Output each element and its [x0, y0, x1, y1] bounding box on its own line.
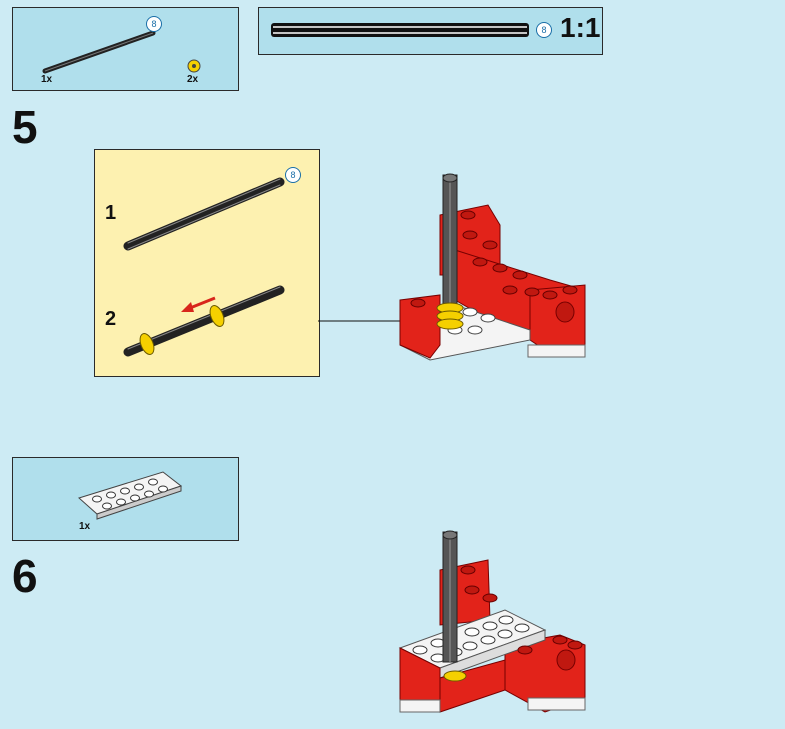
- substep-2-number: 2: [105, 308, 117, 330]
- axle-length-badge: 8: [146, 16, 162, 32]
- plate-qty: 1x: [79, 521, 91, 532]
- step6-number: 6: [12, 550, 38, 602]
- substep-1-length-badge: 8: [285, 167, 301, 183]
- scale-length-badge: 8: [536, 22, 552, 38]
- step5-number: 5: [12, 101, 38, 153]
- bush-qty: 2x: [187, 74, 199, 85]
- substep-1-number: 1: [105, 202, 117, 224]
- axle-qty: 1x: [41, 74, 53, 85]
- scale-label: 1:1: [560, 12, 601, 43]
